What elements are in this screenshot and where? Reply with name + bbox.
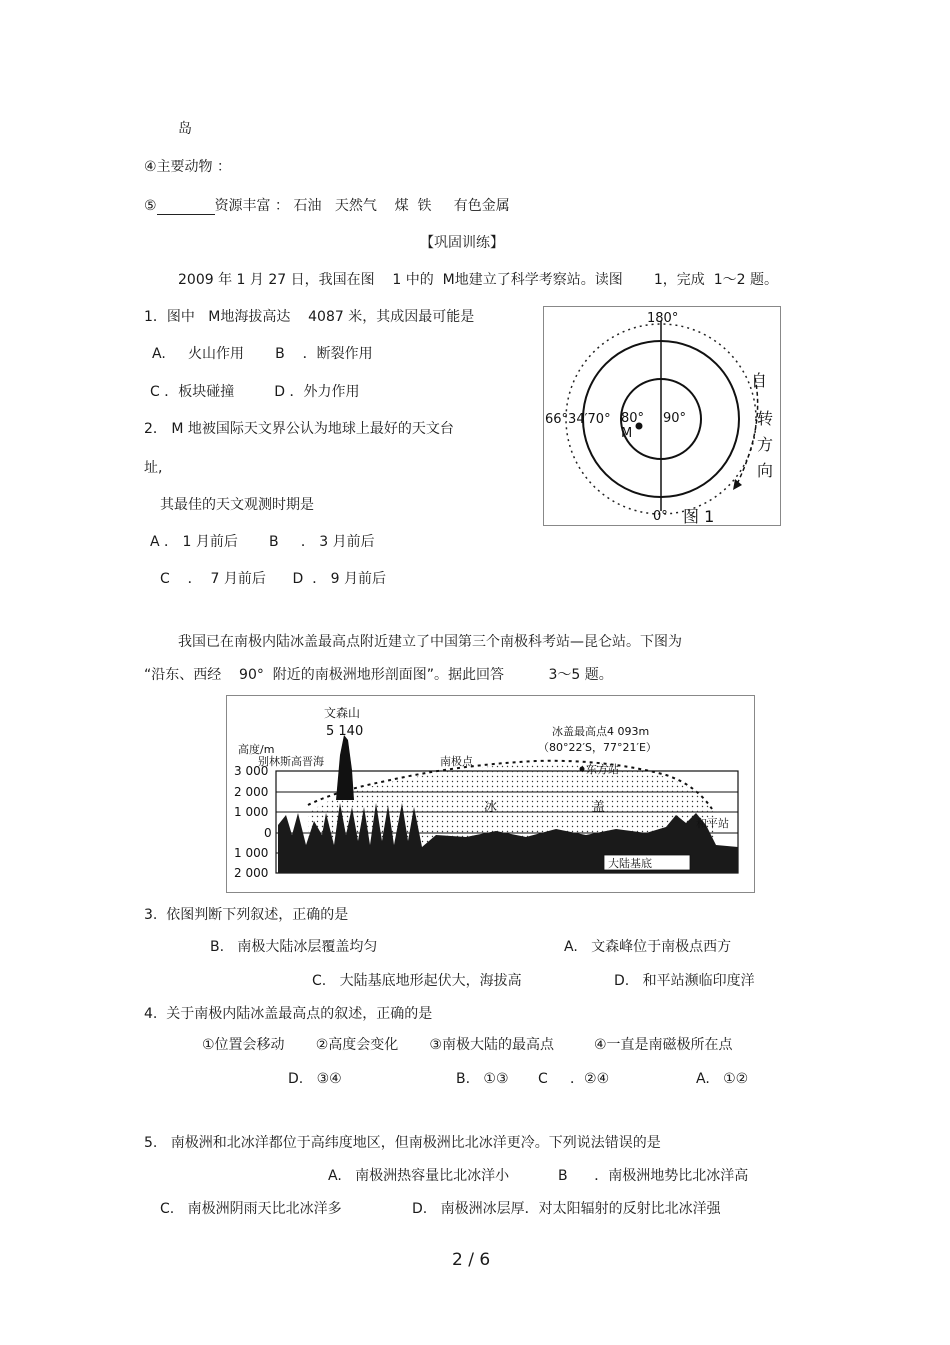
q5-option-a: A. 南极洲热容量比北冰洋小 bbox=[328, 1168, 510, 1184]
y-axis-label: 高度/m bbox=[238, 743, 275, 756]
q4-choices: ①位置会移动 ②高度会变化 ③南极大陆的最高点 ④一直是南磁极所在点 bbox=[202, 1037, 733, 1053]
q5-option-c: C. 南极洲阴雨天比北冰洋多 bbox=[160, 1201, 342, 1217]
passage-2-line2: “沿东、西经 90° 附近的南极洲地形剖面图”。据此回答 3～5 题。 bbox=[144, 667, 613, 683]
label-m: M bbox=[621, 426, 633, 441]
q1-options-cd: C ．板块碰撞 D ．外力作用 bbox=[150, 384, 360, 400]
dongfang-marker bbox=[580, 767, 585, 772]
q2-stem-line3: 其最佳的天文观测时期是 bbox=[160, 497, 314, 513]
fill-blank bbox=[157, 200, 215, 215]
figure-2-antarctic-profile bbox=[226, 695, 755, 893]
q2-stem-line1: 2． M 地被国际天文界公认为地球上最好的天文台 bbox=[144, 421, 454, 437]
q3-stem: 3. 依图判断下列叙述，正确的是 bbox=[144, 907, 349, 923]
ice-top-label: 冰盖最高点4 093m bbox=[552, 725, 650, 738]
south-pole-label: 南极点 bbox=[440, 755, 473, 768]
rotation-char-3: 方 bbox=[757, 435, 774, 454]
label-180: 180° bbox=[647, 311, 679, 326]
section-title: 【巩固训练】 bbox=[420, 235, 504, 251]
rotation-char-2: 转 bbox=[757, 409, 774, 428]
ytick-2000: 2 000 bbox=[234, 785, 269, 799]
page-number: 2 / 6 bbox=[452, 1250, 491, 1270]
ytick-neg2000: 2 000 bbox=[234, 866, 269, 880]
intro-line-animals: ④主要动物 ： bbox=[144, 159, 232, 175]
figure-1-polar-diagram bbox=[543, 306, 781, 526]
q5-option-d: D. 南极洲冰层厚．对太阳辐射的反射比北冰洋强 bbox=[412, 1201, 721, 1217]
q5-stem: 5. 南极洲和北冰洋都位于高纬度地区，但南极洲比北冰洋更冷。下列说法错误的是 bbox=[144, 1135, 661, 1151]
q4-stem: 4. 关于南极内陆冰盖最高点的叙述，正确的是 bbox=[144, 1006, 433, 1022]
label-0: 0° bbox=[653, 509, 668, 524]
vinson-height: 5 140 bbox=[326, 724, 364, 739]
ytick-neg1000: 1 000 bbox=[234, 846, 269, 860]
q4-option-b: B. ①③ bbox=[456, 1071, 509, 1087]
dongfang-label: 东方站 bbox=[586, 763, 619, 776]
ytick-1000: 1 000 bbox=[234, 805, 269, 819]
q3-option-d: D. 和平站濒临印度洋 bbox=[614, 973, 755, 989]
q2-options-ab: A ． 1 月前后 B ． 3 月前后 bbox=[150, 534, 375, 550]
q4-option-c: C ．②④ bbox=[538, 1071, 610, 1087]
rotation-arrowhead bbox=[733, 479, 742, 490]
ice-char-1: 冰 bbox=[484, 800, 498, 815]
q2-stem-line2: 址, bbox=[144, 460, 163, 476]
label-90: 90° bbox=[663, 411, 687, 426]
figure-1-caption: 图 1 bbox=[683, 507, 715, 526]
q3-option-c: C. 大陆基底地形起伏大，海拔高 bbox=[312, 973, 522, 989]
ice-char-2: 盖 bbox=[592, 800, 606, 815]
heping-label: 和平站 bbox=[696, 817, 729, 830]
intro-line-island: 岛 bbox=[178, 121, 192, 137]
plateau-label: 别林斯高晋海 bbox=[258, 755, 324, 768]
ice-top-coords: （80°22′S，77°21′E） bbox=[538, 741, 657, 754]
ytick-3000: 3 000 bbox=[234, 764, 269, 778]
q3-option-a: A. 文森峰位于南极点西方 bbox=[564, 939, 732, 955]
q5-option-b: B ．南极洲地势比北冰洋高 bbox=[558, 1168, 749, 1184]
q4-option-a: A. ①② bbox=[696, 1071, 749, 1087]
passage-2-line1: 我国已在南极内陆冰盖最高点附近建立了中国第三个南极科考站—昆仑站。下图为 bbox=[178, 634, 682, 650]
vinson-massif bbox=[336, 735, 354, 800]
intro-line-resources: ⑤ 资源丰富 ： 石油 天然气 煤 铁 有色金属 bbox=[144, 198, 510, 214]
ytick-0: 0 bbox=[264, 826, 272, 840]
vinson-name: 文森山 bbox=[324, 706, 361, 720]
bedrock-label: 大陆基底 bbox=[608, 857, 652, 870]
label-80: 80° bbox=[621, 411, 645, 426]
q2-options-cd: C ． 7 月前后 D ． 9 月前后 bbox=[160, 571, 387, 587]
q1-options-ab: A. 火山作用 B ．断裂作用 bbox=[152, 346, 373, 362]
rotation-char-4: 向 bbox=[757, 461, 774, 480]
label-66-70: 66°34′70° bbox=[545, 412, 611, 427]
rotation-char-1: 自 bbox=[751, 371, 768, 390]
q3-option-b: B. 南极大陆冰层覆盖均匀 bbox=[210, 939, 378, 955]
q1-stem: 1．图中 M地海拔高达 4087 米，其成因最可能是 bbox=[144, 309, 475, 325]
passage-1: 2009 年 1 月 27 日，我国在图 1 中的 M地建立了科学考察站。读图 1，完成 1～2 题。 bbox=[178, 272, 778, 288]
q4-option-d: D. ③④ bbox=[288, 1071, 342, 1087]
